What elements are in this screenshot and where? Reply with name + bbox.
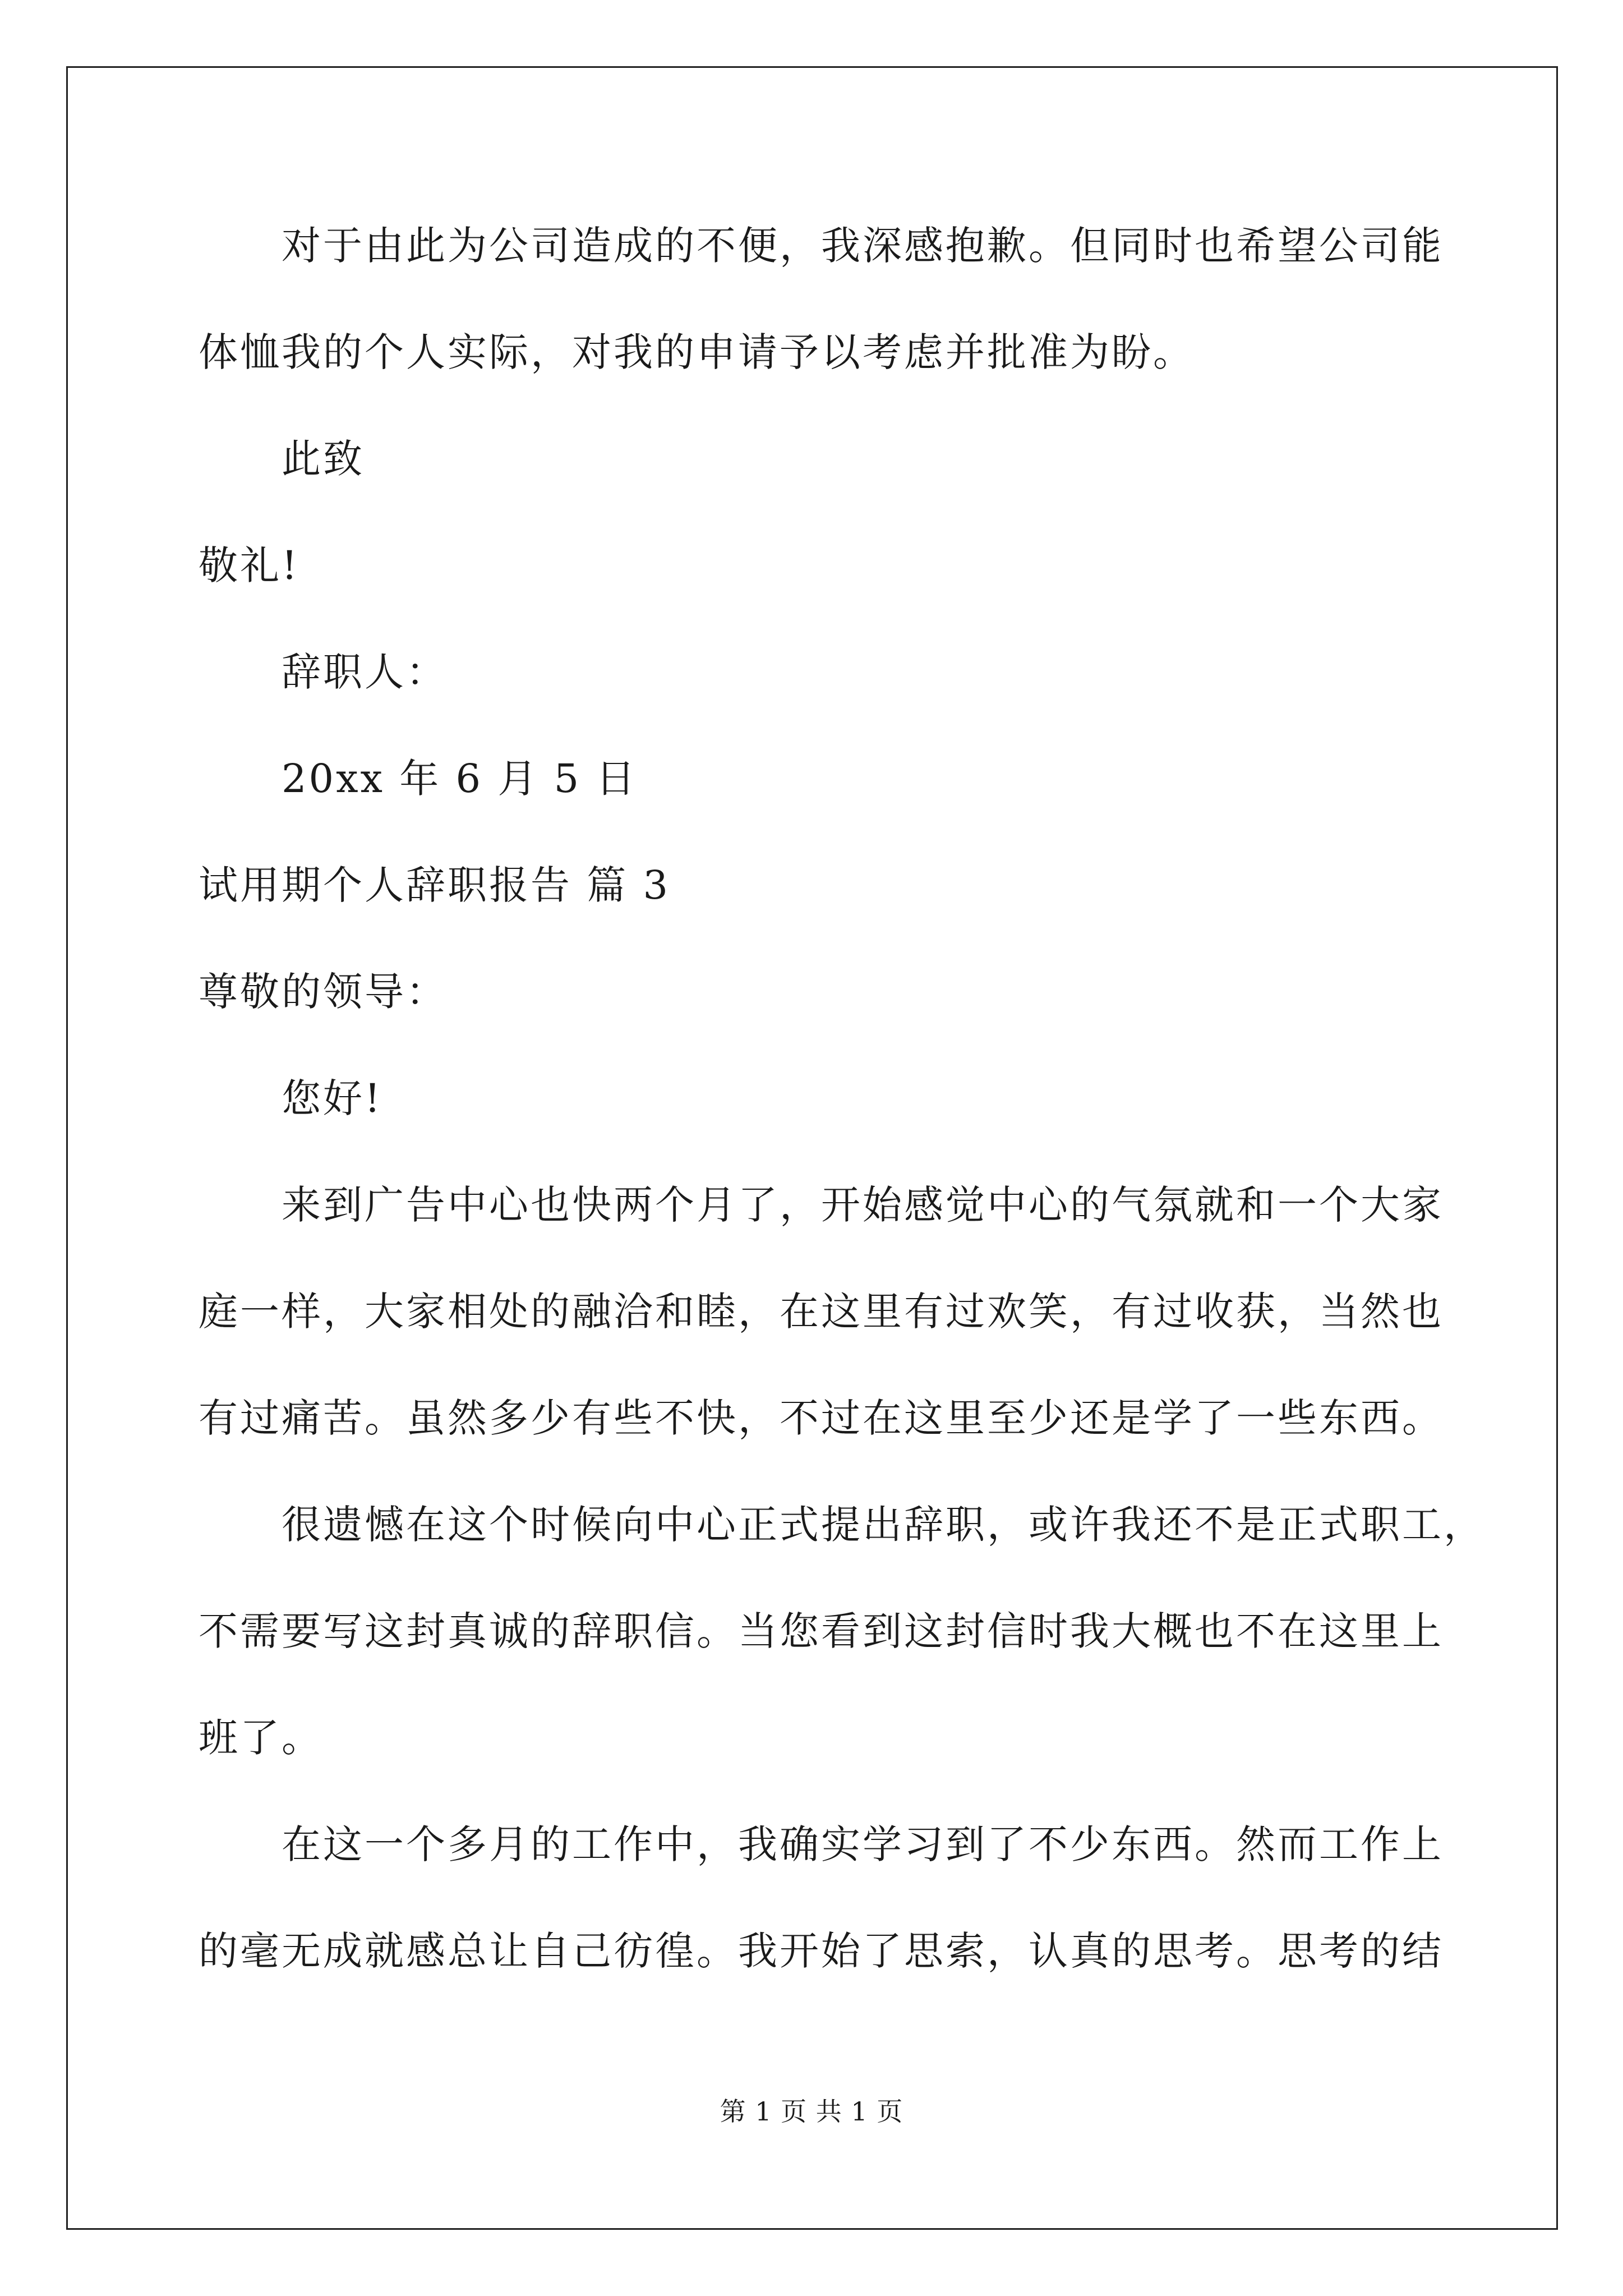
letter-date: 20xx 年 6 月 5 日 [282, 756, 638, 802]
letter-hello: 您好! [282, 1075, 383, 1121]
paragraph-line: 庭一样，大家相处的融洽和睦，在这里有过欢笑，有过收获，当然也 [199, 1289, 1444, 1335]
paragraph-line: 不需要写这封真诚的辞职信。当您看到这封信时我大概也不在这里上 [199, 1608, 1444, 1654]
paragraph-line: 很遗憾在这个时候向中心正式提出辞职，或许我还不是正式职工， [282, 1502, 1485, 1548]
paragraph-line: 对于由此为公司造成的不便，我深感抱歉。但同时也希望公司能 [282, 223, 1444, 269]
letter-greeting: 尊敬的领导： [199, 969, 448, 1015]
section-title: 试用期个人辞职报告 篇 3 [199, 862, 671, 908]
paragraph-line: 的毫无成就感总让自己彷徨。我开始了思索，认真的思考。思考的结 [199, 1928, 1444, 1974]
closing-salutation: 此致 [282, 436, 365, 482]
page-border [66, 66, 1558, 2230]
closing-regards: 敬礼! [199, 542, 300, 588]
paragraph-line: 在这一个多月的工作中，我确实学习到了不少东西。然而工作上 [282, 1821, 1444, 1867]
signature-label: 辞职人： [282, 649, 448, 695]
paragraph-line: 来到广告中心也快两个月了，开始感觉中心的气氛就和一个大家 [282, 1182, 1444, 1228]
page-number-footer: 第 1 页 共 1 页 [720, 2096, 903, 2127]
paragraph-line: 有过痛苦。虽然多少有些不快，不过在这里至少还是学了一些东西。 [199, 1395, 1444, 1441]
paragraph-line: 体恤我的个人实际，对我的申请予以考虑并批准为盼。 [199, 329, 1195, 375]
paragraph-line: 班了。 [199, 1715, 323, 1761]
